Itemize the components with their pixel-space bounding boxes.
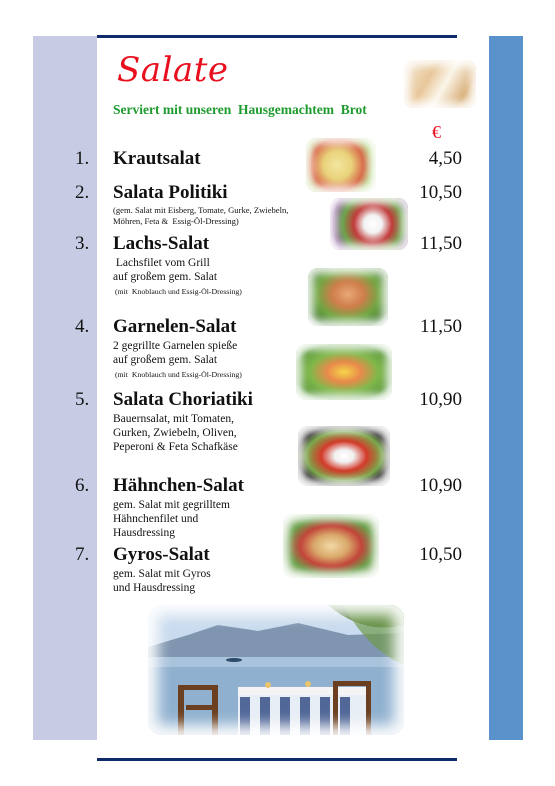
item-price: 10,50: [419, 182, 462, 203]
garnelen-salat-photo: [296, 344, 392, 400]
item-description: (gem. Salat mit Eisberg, Tomate, Gurke, Zwiebeln, Möhren, Feta & Essig-Öl-Dressing): [113, 205, 289, 226]
item-name: Salata Politiki: [113, 182, 228, 203]
haehnchen-salat-photo: [283, 514, 379, 578]
taverna-sea-photo: [148, 605, 404, 735]
item-description: 2 gegrillte Garnelen spieße auf großem gem. Salat (mit Knoblauch und Essig-Öl-Dressing): [113, 340, 242, 379]
item-number: 7.: [75, 544, 90, 565]
item-price: 10,50: [419, 544, 462, 565]
item-description: Lachsfilet vom Grill auf großem gem. Salat (mit Knoblauch und Essig-Öl-Dressing): [113, 257, 242, 296]
currency-symbol: €: [432, 122, 441, 142]
item-price: 10,90: [419, 389, 462, 410]
salata-politiki-photo: [330, 198, 408, 250]
item-name: Krautsalat: [113, 148, 201, 169]
menu-title: Salate: [117, 50, 229, 90]
item-name: Hähnchen-Salat: [113, 475, 244, 496]
item-name: Gyros-Salat: [113, 544, 210, 565]
bottom-divider: [97, 758, 457, 761]
item-number: 6.: [75, 475, 90, 496]
item-name: Garnelen-Salat: [113, 316, 237, 337]
item-number: 2.: [75, 182, 90, 203]
lachs-salat-photo: [308, 268, 388, 326]
left-decorative-band: [33, 36, 97, 740]
item-name: Salata Choriatiki: [113, 389, 253, 410]
item-name: Lachs-Salat: [113, 233, 210, 254]
item-price: 4,50: [428, 148, 462, 169]
right-decorative-band: [489, 36, 523, 740]
item-number: 5.: [75, 389, 90, 410]
item-price: 11,50: [419, 316, 462, 337]
menu-subtitle: Serviert mit unseren Hausgemachtem Brot: [113, 102, 367, 117]
item-number: 3.: [75, 233, 90, 254]
bread-photo: [404, 60, 476, 108]
salata-choriatiki-photo: [298, 426, 390, 486]
top-divider: [97, 35, 457, 38]
krautsalat-photo: [306, 138, 376, 192]
item-description: gem. Salat mit Gyros und Hausdressing: [113, 568, 211, 594]
item-number: 1.: [75, 148, 90, 169]
item-description: gem. Salat mit gegrilltem Hähnchenfilet und Hausdressing: [113, 499, 230, 539]
item-number: 4.: [75, 316, 90, 337]
item-price: 10,90: [419, 475, 462, 496]
item-price: 11,50: [419, 233, 462, 254]
taverna-sea-illustration: [148, 605, 404, 735]
item-description: Bauernsalat, mit Tomaten, Gurken, Zwiebeln, Oliven, Peperoni & Feta Schafkäse: [113, 413, 238, 453]
